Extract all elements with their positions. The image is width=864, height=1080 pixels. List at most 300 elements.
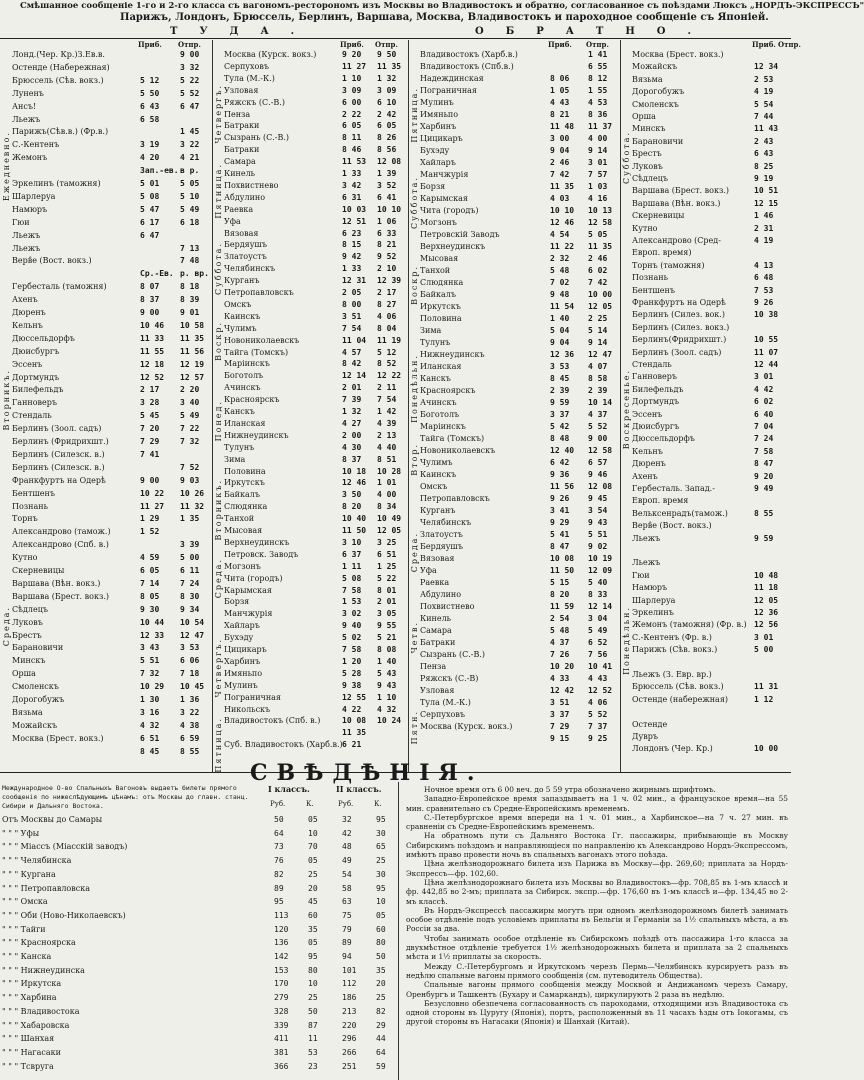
arrival-time: 7 39	[342, 395, 362, 405]
departure-time: 10 26	[180, 488, 205, 498]
departure-time: 4 37	[588, 410, 608, 419]
arrival-time: 4 19	[754, 236, 774, 245]
station-name: Шарлеруа	[12, 191, 56, 201]
fare-rub: 89	[274, 883, 284, 893]
station-name: Тулунъ	[420, 338, 451, 347]
station-row	[408, 62, 621, 72]
station-row	[620, 100, 791, 110]
station-row	[620, 137, 791, 147]
station-name: Новониколаевскъ	[420, 446, 496, 455]
arrival-time: 4 59	[140, 553, 160, 563]
station-row	[620, 707, 791, 717]
station-name: Александрово (Сред-	[632, 236, 721, 245]
arrival-time: 4 13	[754, 260, 774, 270]
station-row	[408, 302, 621, 312]
station-name: Льежъ	[12, 114, 41, 124]
fare-rub: 63	[342, 897, 352, 907]
station-row	[620, 174, 791, 184]
fare-class-2-header: II классъ.	[336, 784, 382, 794]
arrival-time: 9 38	[342, 680, 362, 690]
arrival-time: 10 40	[342, 514, 367, 524]
station-name: Зима	[224, 454, 246, 464]
station-row	[0, 115, 213, 125]
arrival-time: 8 21	[550, 110, 570, 119]
arrival-time: 2 54	[550, 614, 570, 623]
departure-time: 1 42	[377, 407, 397, 416]
fare-rub-2: Руб.	[338, 800, 354, 808]
station-row	[620, 385, 791, 395]
station-row	[212, 252, 409, 262]
station-name: Похвистнево	[224, 180, 279, 190]
col-header-arr: Приб.	[548, 40, 572, 49]
station-row	[0, 489, 213, 499]
arrival-time: 11 54	[550, 302, 575, 311]
arrival-time: 7 24	[754, 434, 774, 444]
arrival-time: 6 05	[342, 121, 362, 131]
arrival-time: 11 18	[754, 583, 779, 593]
arrival-time: 9 40	[342, 621, 362, 631]
station-row	[620, 720, 791, 730]
fare-rub: 94	[342, 952, 352, 961]
arrival-time: 2 05	[342, 288, 362, 297]
fare-kop: 11	[308, 1034, 318, 1044]
station-name: Батраки	[224, 121, 260, 131]
station-name: Имяньпо	[420, 110, 459, 119]
departure-time: 4 53	[588, 98, 608, 107]
station-name: Карымская	[420, 194, 468, 203]
station-name: Батраки	[420, 638, 456, 647]
station-row	[408, 518, 621, 528]
station-row	[408, 326, 621, 336]
arrival-time: 12 42	[550, 686, 575, 695]
arrival-time: 1 46	[754, 211, 774, 221]
station-row	[620, 124, 791, 134]
arrival-time: 10 48	[754, 570, 779, 580]
fare-kop: 80	[376, 938, 386, 948]
departure-time: 5 12	[377, 347, 397, 357]
station-name: Раевка	[224, 204, 254, 214]
station-row	[620, 633, 791, 643]
station-row	[408, 638, 621, 648]
station-row	[620, 372, 791, 382]
station-name: Барановичи	[12, 643, 64, 653]
station-name: Владивостокъ (Харб.в.)	[420, 50, 518, 59]
departure-time: 7 18	[180, 669, 200, 679]
station-name: Ахенъ	[632, 471, 658, 481]
day-label: Суббота.	[214, 241, 223, 295]
station-name: Байкалъ	[420, 290, 456, 299]
departure-time: 5 49	[180, 411, 200, 421]
station-name: Торнъ	[12, 514, 38, 524]
station-row	[620, 558, 791, 568]
fare-rub: 101	[342, 965, 357, 975]
station-name: Харбинъ	[224, 656, 261, 666]
station-row	[212, 740, 409, 750]
station-name: Красноярскъ	[224, 395, 280, 405]
arrival-time: 7 44	[754, 112, 774, 121]
departure-time: 8 18	[180, 282, 200, 292]
station-name: Берлинъ (Фридрихшт.)	[12, 437, 109, 446]
station-name: Берлинъ (Силезск. в.)	[12, 462, 105, 472]
station-name: Билефельдъ	[632, 384, 684, 394]
station-row	[620, 645, 791, 655]
station-name: Раевка	[420, 578, 450, 587]
arrival-time: 10 20	[550, 662, 575, 671]
arrival-time: 12 36	[550, 350, 575, 359]
fare-kop: 10	[308, 828, 318, 838]
station-row	[212, 716, 409, 726]
arrival-time: 10 55	[754, 335, 779, 345]
departure-time: 9 03	[180, 475, 200, 485]
arrival-time: 12 40	[550, 446, 575, 455]
station-row	[620, 434, 791, 444]
fare-kop: 64	[376, 1047, 386, 1057]
station-name: Минскъ	[12, 656, 46, 666]
station-row	[212, 193, 409, 203]
fare-destination: " " " Хабаровска	[2, 1020, 70, 1030]
arrival-time: 3 53	[550, 362, 570, 371]
arrival-time: 3 09	[342, 85, 362, 95]
station-name: Европ. время)	[632, 248, 692, 258]
fare-kop: 87	[308, 1020, 318, 1030]
departure-time: 10 24	[377, 716, 402, 726]
arrival-time: 9 19	[754, 174, 774, 183]
departure-time: 3 52	[377, 180, 397, 190]
arrival-time: 6 23	[342, 228, 362, 238]
departure-time: 12 52	[588, 686, 613, 695]
station-name: Челябинскъ	[224, 264, 276, 274]
station-row	[0, 502, 213, 512]
station-row	[212, 62, 409, 72]
station-row	[0, 308, 213, 318]
departure-time: 10 54	[180, 617, 205, 627]
station-row	[408, 74, 621, 84]
station-name: Маріинскъ	[420, 422, 466, 431]
station-name: Мысовая	[224, 526, 263, 535]
departure-time: 7 54	[377, 395, 397, 405]
arrival-time: 11 50	[550, 566, 575, 575]
station-row	[0, 527, 213, 537]
arrival-time: 9 36	[550, 470, 570, 479]
arrival-time: 5 51	[140, 656, 160, 666]
station-row	[212, 264, 409, 274]
station-row	[408, 194, 621, 204]
arrival-time: 11 59	[550, 602, 575, 611]
col-header-arr: Приб.	[138, 40, 162, 49]
fare-rub: 89	[342, 938, 352, 948]
station-row	[212, 586, 409, 596]
fare-kop: 10	[376, 897, 386, 907]
arrival-time: 11 31	[754, 682, 779, 692]
station-name: Дувръ	[632, 732, 658, 741]
departure-time: 10 19	[588, 554, 613, 563]
station-row	[0, 424, 213, 434]
station-name: Омскъ	[420, 482, 448, 491]
station-row	[212, 371, 409, 381]
departure-time: 7 42	[588, 278, 608, 287]
station-name: Познань	[632, 273, 668, 283]
departure-time: 3 01	[588, 158, 608, 167]
fare-row	[2, 1047, 392, 1058]
station-row	[620, 410, 791, 420]
departure-time: 1 06	[377, 216, 397, 226]
station-name: Льежъ	[632, 558, 661, 568]
station-row	[408, 602, 621, 612]
arrival-time: 8 05	[140, 591, 160, 601]
arrival-time: 12 34	[754, 62, 779, 72]
station-row	[0, 605, 213, 615]
arrival-time: 12 36	[754, 608, 779, 617]
station-name: Петропавловскъ	[420, 494, 490, 503]
station-name: Дюренъ	[632, 459, 666, 469]
station-name: Канскъ	[420, 374, 451, 383]
col-header-dep: Отпр.	[178, 40, 201, 49]
station-name: Бердяушъ	[224, 240, 267, 250]
station-row	[620, 682, 791, 692]
station-name: Красноярскъ	[420, 386, 476, 395]
station-row	[0, 153, 213, 163]
station-name: Батраки	[224, 145, 260, 155]
station-name: Петропавловскъ	[224, 288, 294, 297]
departure-time: 7 24	[180, 578, 200, 588]
station-name: Дюисбургъ	[632, 422, 680, 431]
station-name: Узловая	[420, 686, 455, 695]
station-row	[212, 407, 409, 417]
station-row	[408, 50, 621, 60]
departure-time: 12 47	[180, 630, 205, 640]
station-name: Кинель	[224, 169, 256, 178]
station-name: Вельксенрадъ(тамож.)	[632, 508, 728, 518]
fare-rub: 186	[342, 993, 357, 1003]
departure-time: 2 17	[377, 288, 397, 297]
station-name: Верв̂е (Вост. вокз.)	[632, 521, 712, 531]
fare-destination: " " " Харбина	[2, 993, 57, 1003]
departure-time: 6 52	[588, 638, 608, 647]
station-row	[212, 490, 409, 500]
fare-kop: 23	[308, 1061, 318, 1071]
station-row	[620, 509, 791, 519]
departure-time: 3 22	[180, 140, 200, 150]
station-row	[620, 162, 791, 172]
station-row	[212, 288, 409, 298]
arrival-time: 1 30	[140, 695, 160, 704]
arrival-time: 3 01	[754, 372, 774, 382]
station-row	[620, 744, 791, 754]
station-row	[0, 334, 213, 344]
station-name: Верхнеудинскъ	[224, 537, 290, 547]
station-row	[620, 521, 791, 531]
station-row	[212, 478, 409, 488]
station-name: Остенде	[632, 719, 668, 729]
station-row	[212, 276, 409, 286]
departure-time: 10 45	[180, 682, 205, 692]
day-label: Вторникъ.	[2, 368, 11, 431]
station-name: Брюссель (Сѣв. вокз.)	[12, 75, 104, 85]
arrival-time: 3 01	[754, 632, 774, 642]
fare-row	[2, 965, 392, 976]
fare-row	[2, 924, 392, 935]
departure-time: 5 05	[180, 179, 200, 188]
fare-kop: 35	[376, 965, 386, 975]
arrival-time: 2 39	[550, 386, 570, 395]
fare-row	[2, 937, 392, 948]
station-name: Эркелинъ	[632, 608, 674, 617]
station-name: Танхой	[420, 266, 451, 275]
arrival-time: 7 20	[140, 424, 160, 434]
departure-time: 11 35	[377, 61, 402, 71]
station-row	[0, 631, 213, 641]
arrival-time: 7 58	[342, 645, 362, 654]
timetable-column-1	[0, 40, 213, 772]
station-name: Иланская	[224, 418, 266, 428]
departure-time: 11 19	[377, 335, 402, 345]
departure-time: 11 56	[180, 346, 205, 356]
station-name: Ахенъ	[12, 295, 38, 305]
fare-kop: 05	[308, 856, 318, 866]
arrival-time: 1 33	[342, 264, 362, 274]
col-header-arr: Приб.	[752, 40, 776, 49]
arrival-time: 10 10	[550, 206, 575, 215]
arrival-time: Зап.-ев.	[140, 166, 179, 176]
info-paragraph: Между С.-Петербургомъ и Иркутскомъ черезъ Пермь—Челябинскъ курсируетъ разъ въ недѣлю спальные вагоны прямого сообщенія (см. путеводитель Общества).	[406, 961, 788, 980]
arrival-time: 8 20	[342, 502, 362, 512]
station-name: Каинскъ	[420, 470, 457, 479]
station-name: Можайскъ	[12, 720, 58, 730]
arrival-time: 9 00	[140, 475, 160, 485]
arrival-time: 7 29	[550, 722, 570, 731]
arrival-time: 8 07	[140, 282, 160, 292]
station-row	[0, 256, 213, 266]
station-name: Хайларъ	[420, 158, 456, 167]
station-name: Брестъ	[12, 630, 42, 640]
day-label: Пятница.	[214, 162, 223, 219]
departure-time: 9 14	[588, 146, 608, 155]
station-name: Манчжурія	[420, 170, 469, 179]
arrival-time: 9 20	[754, 471, 774, 481]
station-row	[212, 300, 409, 310]
arrival-time: 10 38	[754, 310, 779, 320]
departure-time: 9 43	[588, 518, 608, 527]
arrival-time: 9 59	[754, 533, 774, 543]
station-row	[620, 422, 791, 432]
station-name: Самара	[420, 626, 452, 635]
departure-time: 3 40	[180, 398, 200, 408]
departure-time: 8 04	[377, 323, 397, 333]
station-row	[408, 158, 621, 168]
station-row	[0, 321, 213, 331]
station-row	[408, 542, 621, 552]
arrival-time: 11 35	[342, 728, 367, 738]
station-name: Златоустъ	[420, 530, 463, 539]
station-row	[212, 98, 409, 108]
station-row	[0, 360, 213, 370]
arrival-time: 10 46	[140, 320, 165, 330]
departure-time: 7 52	[180, 462, 200, 472]
arrival-time: 4 54	[550, 230, 570, 239]
station-row	[0, 643, 213, 653]
arrival-time: 5 42	[550, 422, 570, 431]
departure-time: 7 56	[588, 650, 608, 659]
station-name: Цицикаръ	[420, 134, 463, 143]
station-row	[620, 199, 791, 209]
fare-rub: 296	[342, 1034, 357, 1044]
station-row	[212, 574, 409, 584]
fare-destination: " " " Тсвруга	[2, 1061, 54, 1071]
station-name: Сѣдлецъ	[632, 174, 668, 183]
departure-time: 11 37	[588, 122, 613, 131]
departure-time: 5 14	[588, 326, 608, 335]
arrival-time: 6 00	[342, 97, 362, 107]
arrival-time: 5 28	[342, 668, 362, 678]
arrival-time: 5 45	[140, 411, 160, 421]
arrival-time: 5 08	[140, 191, 160, 201]
arrival-time: 3 10	[342, 537, 362, 547]
station-row	[408, 170, 621, 180]
station-name: Танхой	[224, 514, 255, 524]
arrival-time: 8 37	[140, 295, 160, 305]
arrival-time: 3 02	[342, 609, 362, 619]
station-name: Эссенъ	[632, 409, 663, 419]
station-row	[408, 314, 621, 324]
arrival-time: 7 54	[342, 323, 362, 333]
station-name: Стендаль	[12, 411, 52, 421]
departure-time: 5 21	[377, 633, 397, 643]
arrival-time: 5 02	[342, 633, 362, 643]
departure-time: 5 43	[377, 668, 397, 678]
arrival-time: 8 45	[550, 374, 570, 383]
fare-kop: 50	[308, 1006, 318, 1016]
departure-time: 12 58	[588, 446, 613, 455]
day-label: Понед.	[214, 400, 223, 442]
station-name: Владивостокъ (Спб.в.)	[420, 62, 514, 71]
station-row	[408, 278, 621, 288]
station-row	[0, 102, 213, 112]
departure-time: 5 51	[588, 530, 608, 539]
station-row	[408, 506, 621, 516]
departure-time: 9 45	[588, 494, 608, 503]
station-row	[408, 122, 621, 132]
station-row	[408, 134, 621, 144]
arrival-time: 7 02	[550, 278, 570, 287]
arrival-time: 8 11	[342, 133, 362, 143]
fare-rub: 120	[274, 924, 289, 934]
arrival-time: 9 48	[550, 290, 570, 299]
arrival-time: 12 14	[342, 371, 367, 381]
station-name: Парижъ (Сѣв. вокз.)	[632, 645, 718, 655]
station-name: Скерневицы	[12, 566, 65, 575]
station-name: Вязовая	[224, 228, 259, 238]
station-row	[408, 626, 621, 636]
station-row	[0, 553, 213, 563]
departure-time: 6 06	[180, 656, 200, 666]
departure-time: 10 49	[377, 514, 402, 524]
arrival-time: 2 53	[754, 74, 774, 84]
station-row	[0, 192, 213, 202]
info-paragraph: Спальные вагоны прямого сообщенія между Москвой и Андижаномъ черезъ Самару, Оренбургъ и Ташкентъ (Бухару и Самаркандъ), циркулируютъ 2 раза въ недѣлю.	[406, 980, 788, 999]
day-label: Втор.	[410, 442, 419, 476]
arrival-time: 1 20	[342, 656, 362, 666]
station-row	[620, 484, 791, 494]
fare-rub: 113	[274, 910, 289, 920]
station-name: Пограничная	[420, 86, 477, 95]
day-label: Пятн.	[410, 709, 419, 745]
departure-time: 1 40	[377, 656, 397, 666]
departure-time: 7 32	[180, 437, 200, 446]
departure-time: 4 00	[377, 490, 397, 500]
arrival-time: 10 22	[140, 488, 165, 498]
fare-kop: 53	[308, 1047, 318, 1057]
day-label: Ежедневно.	[2, 131, 11, 202]
